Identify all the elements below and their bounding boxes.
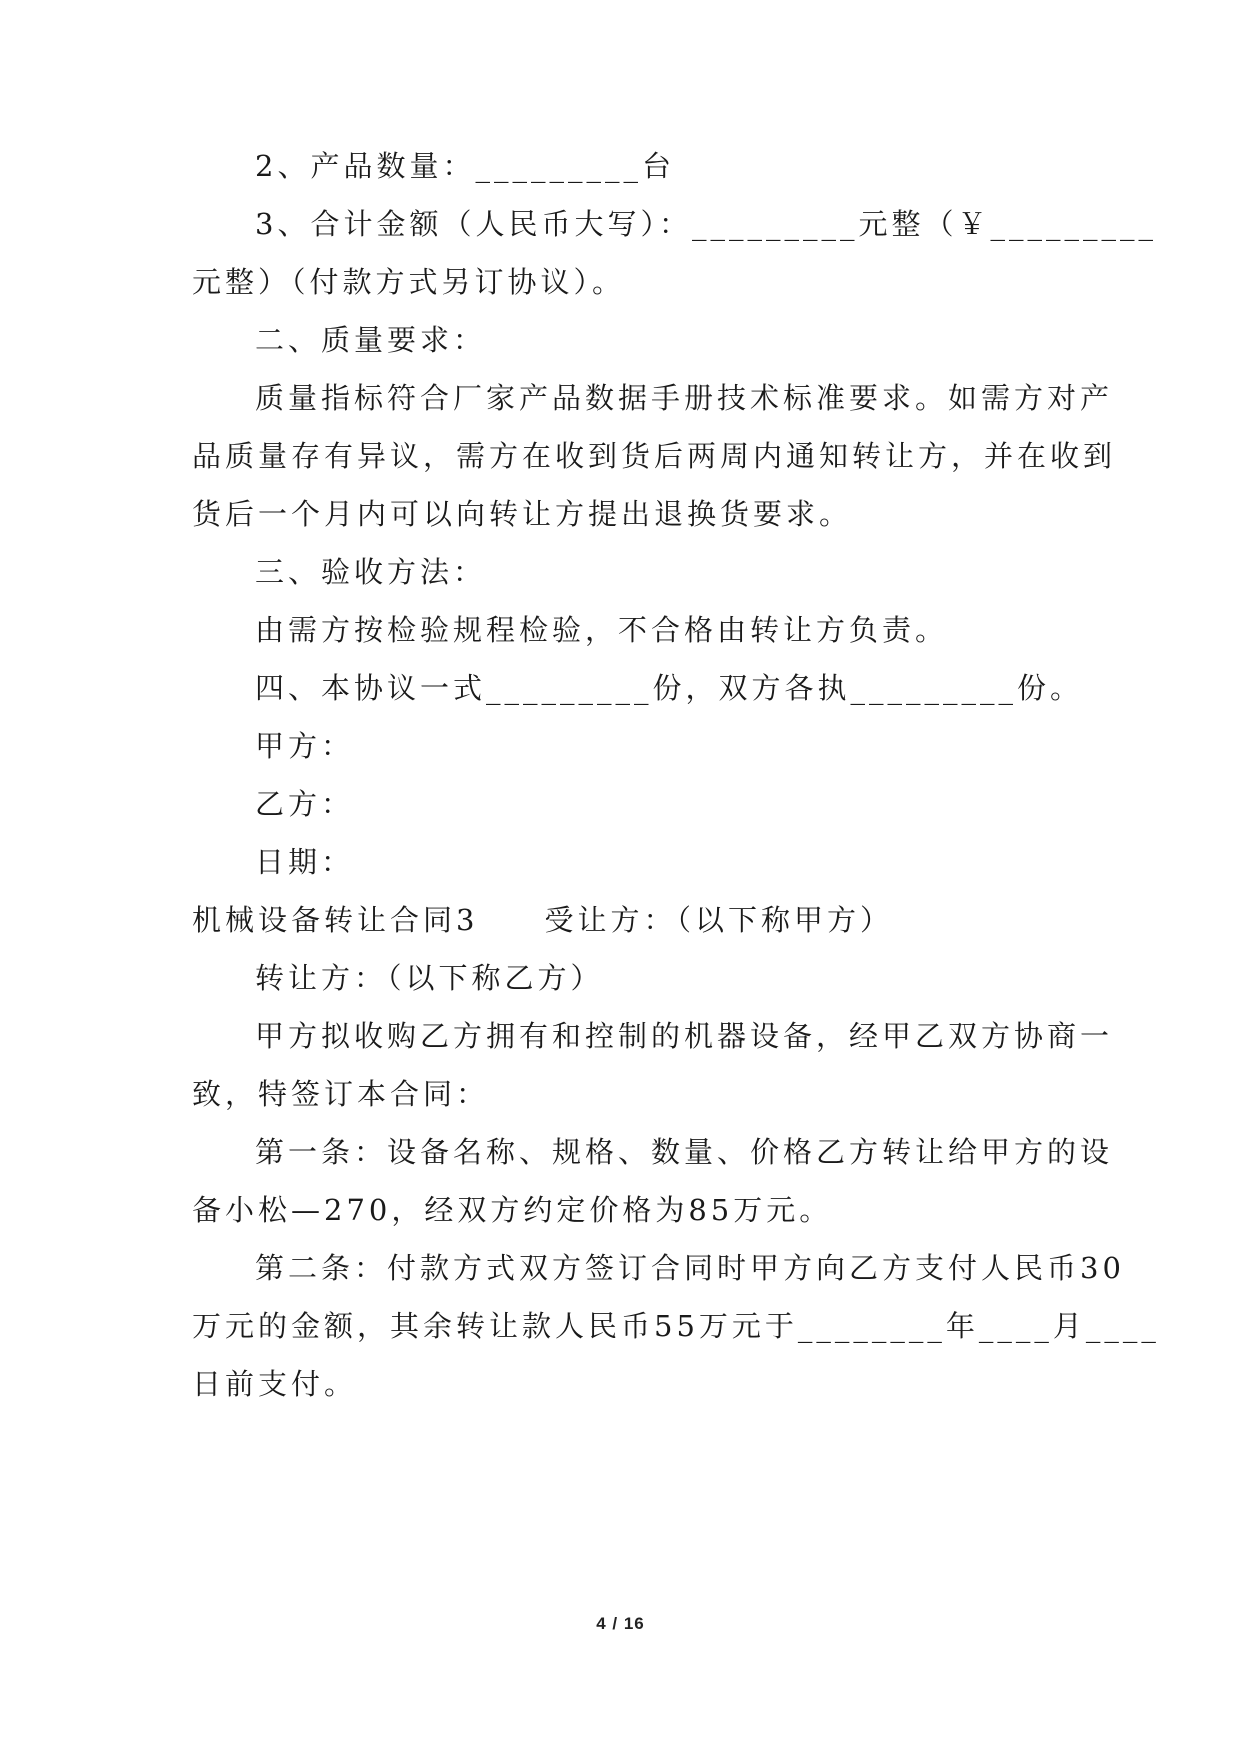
- section-copies: 四、本协议一式_________份，双方各执_________份。: [255, 671, 1084, 705]
- party-a-label: 甲方：: [255, 729, 355, 763]
- paragraph-quality-line-3: 货后一个月内可以向转让方提出退换货要求。: [192, 497, 853, 531]
- text-line-total-amount: 3、合计金额（人民币大写）：_________元整（￥_________: [255, 207, 1157, 241]
- paragraph-intro-line-2: 致，特签订本合同：: [192, 1077, 490, 1111]
- paragraph-quality-line-1: 质量指标符合厂家产品数据手册技术标准要求。如需方对产: [255, 381, 1114, 415]
- article-one-line-1: 第一条：设备名称、规格、数量、价格乙方转让给甲方的设: [255, 1135, 1114, 1169]
- date-label: 日期：: [255, 845, 355, 879]
- section-heading-quality: 二、质量要求：: [255, 323, 487, 357]
- article-two-line-1: 第二条：付款方式双方签订合同时甲方向乙方支付人民币30: [255, 1251, 1125, 1285]
- paragraph-acceptance: 由需方按检验规程检验，不合格由转让方负责。: [255, 613, 949, 647]
- text-line-payment-method: 元整）（付款方式另订协议）。: [192, 265, 626, 299]
- text-line-product-quantity: 2、产品数量：_________台: [255, 149, 675, 183]
- paragraph-quality-line-2: 品质量存有异议，需方在收到货后两周内通知转让方，并在收到: [192, 439, 1117, 473]
- article-two-line-3: 日前支付。: [192, 1367, 358, 1401]
- contract-title-line: 机械设备转让合同3 受让方：（以下称甲方）: [192, 903, 893, 937]
- section-heading-acceptance: 三、验收方法：: [255, 555, 487, 589]
- article-two-line-2: 万元的金额，其余转让款人民币55万元于________年____月____: [192, 1309, 1160, 1343]
- transferor-line: 转让方：（以下称乙方）: [255, 961, 604, 995]
- paragraph-intro-line-1: 甲方拟收购乙方拥有和控制的机器设备，经甲乙双方协商一: [255, 1019, 1114, 1053]
- article-one-line-2: 备小松—270，经双方约定价格为85万元。: [192, 1193, 833, 1227]
- page-number: 4 / 16: [596, 1614, 645, 1633]
- party-b-label: 乙方：: [255, 787, 355, 821]
